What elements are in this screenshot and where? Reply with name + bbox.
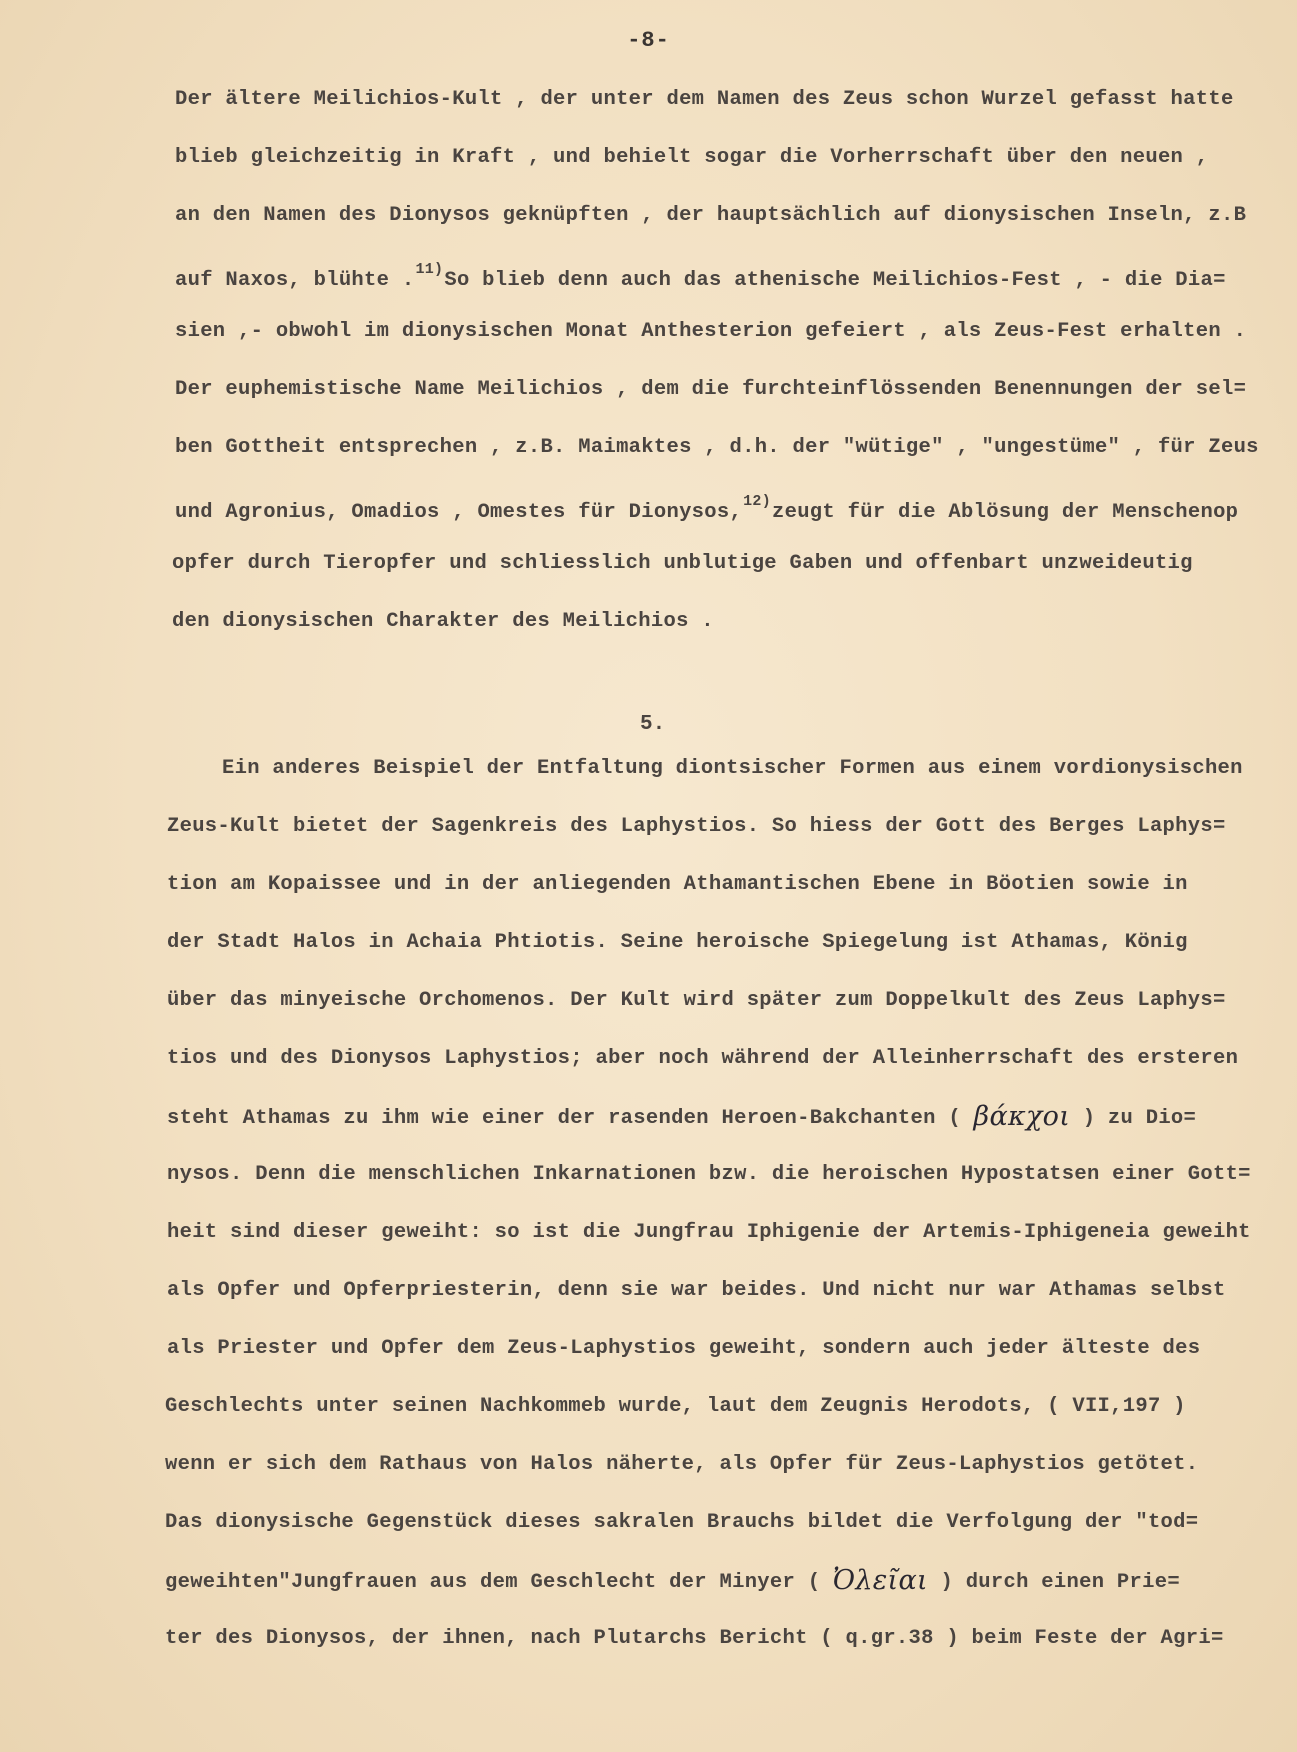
text-line: als Priester und Opfer dem Zeus-Laphystios geweiht, sondern auch jeder älteste des bbox=[167, 1337, 1201, 1360]
text-line: wenn er sich dem Rathaus von Halos näherte, als Opfer für Zeus-Laphystios getötet. bbox=[165, 1453, 1199, 1476]
text-line bbox=[165, 1565, 1180, 1596]
text-line: heit sind dieser geweiht: so ist die Jungfrau Iphigenie der Artemis-Iphigeneia geweiht bbox=[167, 1221, 1251, 1244]
text-line: Zeus-Kult bietet der Sagenkreis des Laphystios. So hiess der Gott des Berges Laphys= bbox=[167, 815, 1226, 838]
footnote-marker: 11) bbox=[415, 261, 444, 278]
text-line: ter des Dionysos, der ihnen, nach Plutarchs Bericht ( q.gr.38 ) beim Feste der Agri= bbox=[165, 1627, 1224, 1650]
handwritten-greek: βάκχοι bbox=[973, 1101, 1071, 1132]
text-line: sien ,- obwohl im dionysischen Monat Anthesterion gefeiert , als Zeus-Fest erhalten . bbox=[175, 320, 1247, 343]
text-line: tios und des Dionysos Laphystios; aber noch während der Alleinherrschaft des ersteren bbox=[167, 1047, 1239, 1070]
text-line: Der ältere Meilichios-Kult , der unter dem Namen des Zeus schon Wurzel gefasst hatte bbox=[175, 88, 1234, 111]
section-heading: 5. bbox=[640, 713, 666, 736]
text-line bbox=[167, 1101, 1197, 1132]
text-line bbox=[175, 494, 1238, 525]
text-line: als Opfer und Opferpriesterin, denn sie war beides. Und nicht nur war Athamas selbst bbox=[167, 1279, 1226, 1302]
text-line: über das minyeische Orchomenos. Der Kult wird später zum Doppelkult des Zeus Laphys= bbox=[167, 989, 1226, 1012]
text-line: tion am Kopaissee und in der anliegenden Athamantischen Ebene in Böotien sowie in bbox=[167, 873, 1188, 896]
text-line: nysos. Denn die menschlichen Inkarnationen bzw. die heroischen Hypostatsen einer Gott= bbox=[167, 1163, 1251, 1186]
text-line: Geschlechts unter seinen Nachkommeb wurde, laut dem Zeugnis Herodots, ( VII,197 ) bbox=[165, 1395, 1186, 1418]
handwritten-greek: Ὀλεῖαι bbox=[832, 1565, 928, 1596]
text-line bbox=[175, 262, 1226, 293]
text-line: ben Gottheit entsprechen , z.B. Maimaktes , d.h. der "wütige" , "ungestüme" , für Zeus bbox=[175, 436, 1259, 459]
text-line: der Stadt Halos in Achaia Phtiotis. Seine heroische Spiegelung ist Athamas, König bbox=[167, 931, 1188, 954]
text-line: den dionysischen Charakter des Meilichios . bbox=[172, 610, 714, 633]
text-line: Der euphemistische Name Meilichios , dem die furchteinflössenden Benennungen der sel= bbox=[175, 378, 1247, 401]
text-fragment: So blieb denn auch das athenische Meilichios-Fest , - die Dia= bbox=[444, 268, 1226, 292]
text-fragment: ) zu Dio= bbox=[1082, 1107, 1197, 1130]
text-line: Ein anderes Beispiel der Entfaltung diontsischer Formen aus einem vordionysischen bbox=[222, 757, 1243, 780]
text-line: Das dionysische Gegenstück dieses sakralen Brauchs bildet die Verfolgung der "tod= bbox=[165, 1511, 1199, 1534]
page-number: -8- bbox=[627, 28, 670, 53]
footnote-marker: 12) bbox=[743, 493, 771, 510]
text-line: an den Namen des Dionysos geknüpften , der hauptsächlich auf dionysischen Inseln, z.B bbox=[175, 204, 1247, 227]
text-line: blieb gleichzeitig in Kraft , und behielt sogar die Vorherrschaft über den neuen , bbox=[175, 146, 1209, 169]
text-fragment: ) durch einen Prie= bbox=[940, 1571, 1180, 1594]
text-line: opfer durch Tieropfer und schliesslich unblutige Gaben und offenbart unzweideutig bbox=[172, 552, 1193, 575]
text-fragment: geweihten"Jungfrauen aus dem Geschlecht der Minyer ( bbox=[165, 1571, 821, 1594]
text-fragment: auf Naxos, blühte . bbox=[175, 268, 415, 292]
text-fragment: steht Athamas zu ihm wie einer der rasenden Heroen-Bakchanten ( bbox=[167, 1107, 961, 1130]
text-fragment: und Agronius, Omadios , Omestes für Dionysos, bbox=[175, 500, 743, 524]
text-fragment: zeugt für die Ablösung der Menschenop bbox=[772, 500, 1239, 524]
